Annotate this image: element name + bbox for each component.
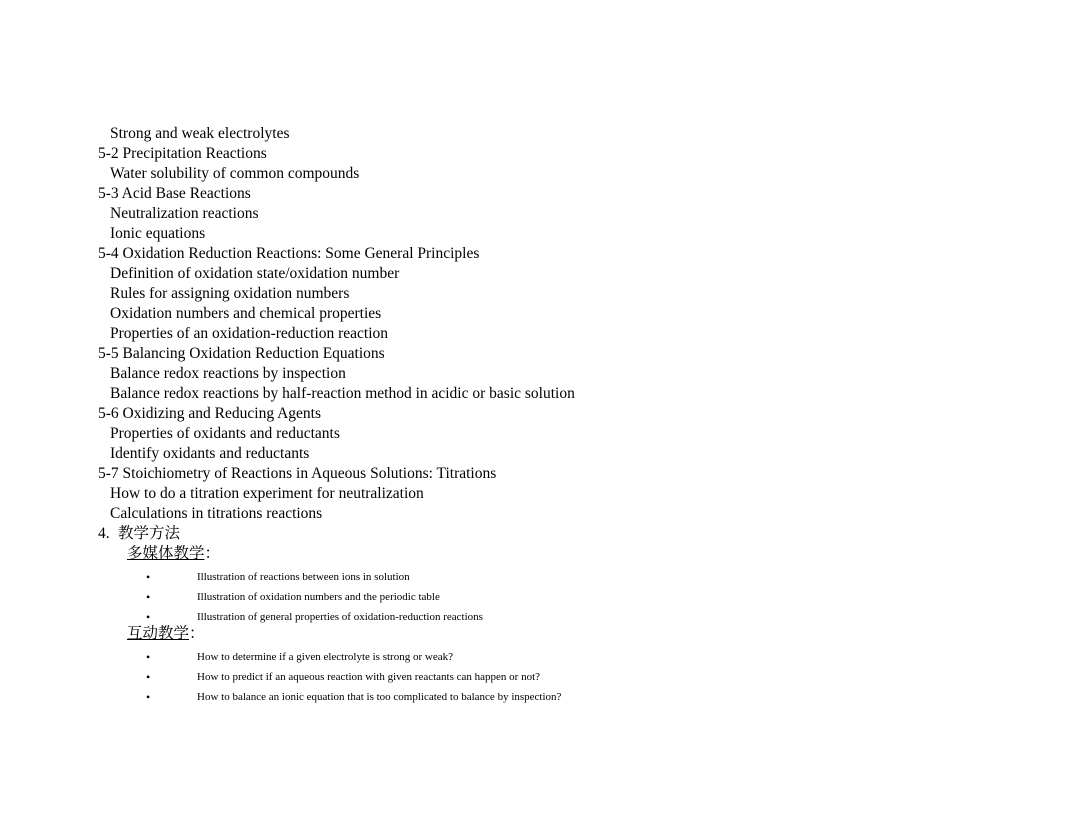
interactive-list [146,647,561,707]
outline-line: Neutralization reactions [110,205,259,222]
heading-colon: ： [204,545,221,562]
heading-colon: ： [189,625,205,642]
list-item-text: Illustration of general properties of oxidation-reduction reactions [197,611,483,623]
bullet-icon: • [146,590,151,604]
section-number: 4. [98,525,110,542]
list-item-text: How to predict if an aqueous reaction with given reactants can happen or not? [197,671,541,683]
outline-line: Rules for assigning oxidation numbers [110,285,350,302]
bullet-icon: • [146,570,151,584]
outline-line: Oxidation numbers and chemical properties [110,305,382,322]
list-item [146,667,561,687]
list-item [146,567,483,587]
list-item-text: How to determine if a given electrolyte is strong or weak? [197,651,453,663]
multimedia-heading [127,544,220,564]
bullet-icon: • [146,610,151,624]
bullet-icon: • [146,670,151,684]
outline-line: Water solubility of common compounds [110,165,360,182]
outline-line: Balance redox reactions by inspection [110,365,346,382]
bullet-icon: • [146,650,151,664]
list-item-text: Illustration of reactions between ions in solution [197,571,410,583]
multimedia-heading-text: 多媒体教学 [127,545,205,562]
outline-section-heading: 5-4 Oxidation Reduction Reactions: Some General Principles [98,245,480,262]
interactive-heading [127,624,205,644]
outline-line: Identify oxidants and reductants [110,445,310,462]
outline-line: Definition of oxidation state/oxidation number [110,265,400,282]
chapter-outline [98,124,998,524]
multimedia-list [146,567,483,627]
outline-line: Balance redox reactions by half-reaction method in acidic or basic solution [110,385,575,402]
outline-line: Strong and weak electrolytes [110,125,290,142]
list-item-text: Illustration of oxidation numbers and the periodic table [197,591,440,603]
outline-line: Properties of an oxidation-reduction reaction [110,325,389,342]
outline-line: Calculations in titrations reactions [110,505,323,522]
outline-section-heading: 5-5 Balancing Oxidation Reduction Equations [98,345,385,362]
section-4-heading [98,524,180,544]
outline-section-heading: 5-3 Acid Base Reactions [98,185,251,202]
outline-line: Properties of oxidants and reductants [110,425,340,442]
section-title: 教学方法 [118,525,181,542]
list-item [146,587,483,607]
list-item [146,647,561,667]
outline-line: Ionic equations [110,225,206,242]
outline-section-heading: 5-2 Precipitation Reactions [98,145,267,162]
list-item-text: How to balance an ionic equation that is too complicated to balance by inspection? [197,691,562,703]
interactive-heading-text: 互动教学 [127,625,190,642]
outline-section-heading: 5-6 Oxidizing and Reducing Agents [98,405,321,422]
list-item [146,687,561,707]
bullet-icon: • [146,690,151,704]
outline-line: How to do a titration experiment for neutralization [110,485,424,502]
outline-section-heading: 5-7 Stoichiometry of Reactions in Aqueous Solutions: Titrations [98,465,497,482]
